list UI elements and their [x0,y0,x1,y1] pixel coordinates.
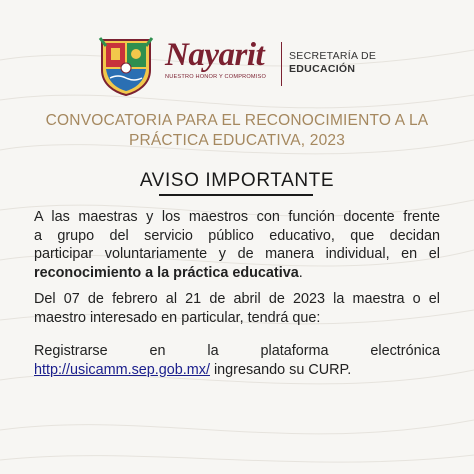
brand-name: Nayarit [165,37,265,73]
aviso-underline [159,194,313,196]
header [0,30,474,94]
paragraph1-line3: participar voluntariamente y de manera individual, en el [34,246,440,262]
page-title [20,111,454,151]
paragraph-registration [34,342,440,379]
title-line1: CONVOCATORIA PARA EL RECONOCIMIENTO A LA [45,112,429,129]
nayarit-brand [165,38,277,80]
secretaria-line1: SECRETARÍA DE [289,50,377,62]
brand-motto: NUESTRO HONOR Y COMPROMISO [165,74,267,80]
secretaria-label [289,50,376,76]
paragraph-dates [34,290,440,327]
header-divider [281,42,282,86]
paragraph1-line1: A las maestras y los maestros con función docente frente [34,209,440,225]
paragraph2-line2: maestro interesado en particular, tendrá que: [34,309,321,326]
paragraph3-line2 [34,361,440,380]
paragraph1-period: . [298,264,303,281]
nayarit-coat-of-arms-icon [96,34,156,96]
paragraph2-line1: Del 07 de febrero al 21 de abril de 2023 la maestra o el [34,291,440,307]
paragraph3-line2-end: ingresando su CURP. [209,361,352,378]
usicamm-link[interactable]: http://usicamm.sep.gob.mx/ [34,361,210,378]
paragraph3-line1: Registrarse en la plataforma electrónica [34,343,440,359]
secretaria-line2: EDUCACIÓN [289,63,356,75]
paragraph-eligibility [34,208,440,282]
paragraph1-bold-text: reconocimiento a la práctica educativa [34,264,299,281]
title-line2: PRÁCTICA EDUCATIVA, 2023 [128,132,346,149]
aviso-heading: AVISO IMPORTANTE [139,170,335,191]
paragraph1-line2: a grupo del servicio público educativo, que decidan [34,227,440,244]
paragraph1-line4 [34,264,440,283]
